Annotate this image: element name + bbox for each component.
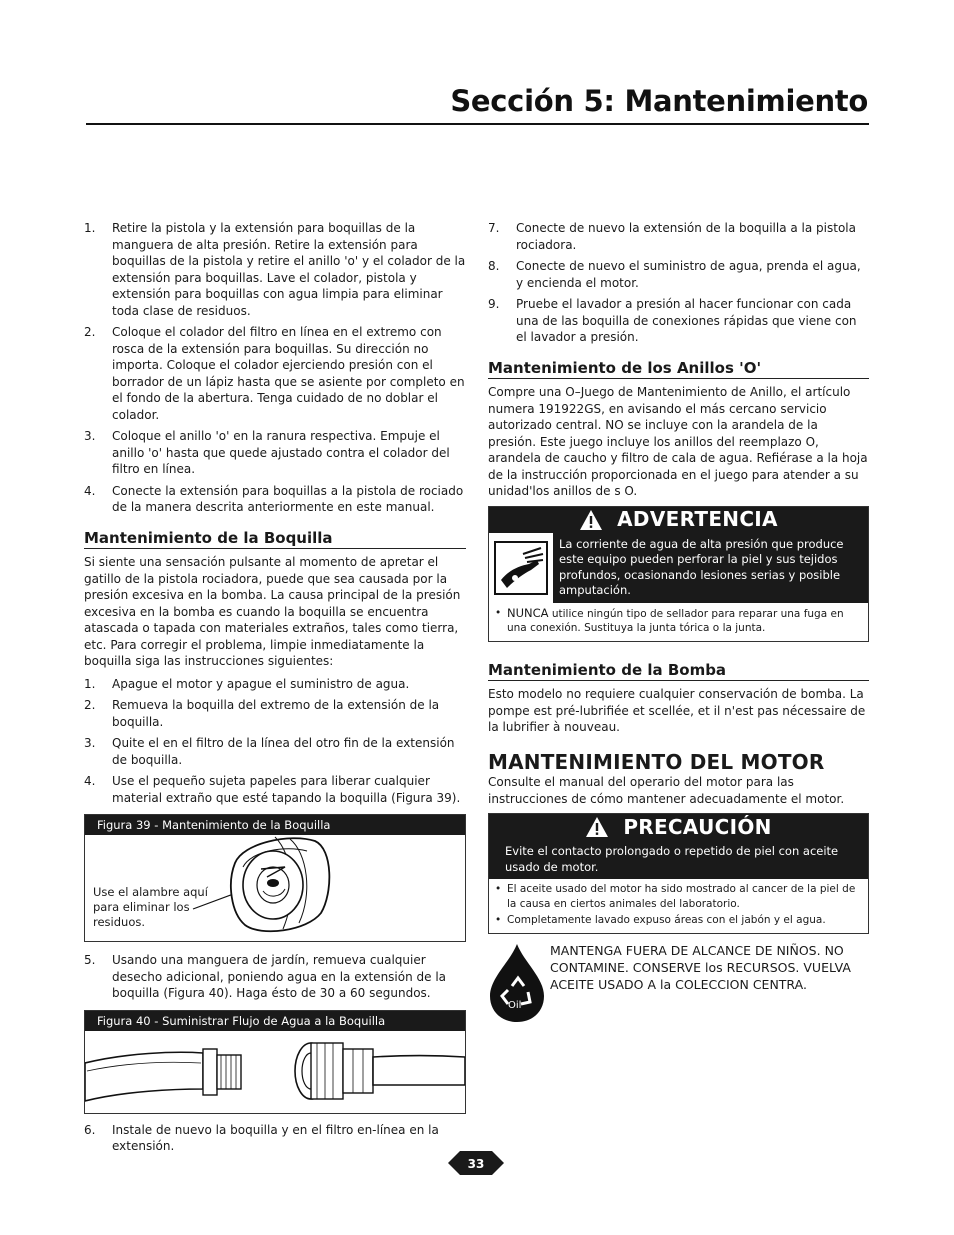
nozzle-heading: Mantenimiento de la Boquilla [84, 530, 466, 550]
oring-text: Compre una O–Juego de Mantenimiento de Anillo, el artículo numera 191922GS, en avisando el más cercano servicio autorizado central. NO se incluye con la arandela de la presión. Este juego incluye los anillos del reemplazo O, arandela de caucho y filtro de cala de agua. Refiérase a la hoja de la instrucción proporcionada en el juego para atender a su unidad'los anillos de s O. [488, 385, 868, 498]
step-text: Pruebe el lavador a presión al hacer funcionar con cada una de las boquilla de conexiones rápidas que viene con el lavador a presión. [516, 297, 857, 344]
step-text: Retire la pistola y la extensión para boquillas de la manguera de alta presión. Retire la extensión para boquillas de la pistola y retire el anillo 'o' y el colador de la extensión para boquillas. Lave el colador, pistola y extensión para boquillas con agua limpia para eliminar toda clase de residuos. [112, 221, 466, 318]
hazard-pictogram [493, 540, 549, 596]
step-text: Conecte de nuevo el suministro de agua, prenda el agua, y encienda el motor. [516, 259, 861, 290]
figure-callout: Use el alambre aquí para eliminar los residuos. [93, 885, 208, 929]
motor-text: Consulte el manual del operario del motor para las instrucciones de cómo mantener adecuadamente el motor. [488, 775, 845, 806]
warning-body [489, 533, 868, 603]
step-number: 6. [84, 1122, 96, 1137]
list-item [84, 428, 466, 478]
list-item [488, 220, 869, 253]
reconnect-steps [488, 220, 869, 346]
step-number: 8. [488, 259, 500, 273]
caution-bullets [489, 879, 868, 933]
oil-notice [488, 942, 869, 1029]
step-number: 3. [84, 736, 96, 750]
bullet-lead: NUNCA [507, 605, 549, 620]
list-item [488, 258, 869, 291]
step-text: Use el pequeño sujeta papeles para liberar cualquier material extraño que esté tapando la boquilla (Figura 39). [112, 774, 461, 805]
figure-40 [84, 1010, 466, 1114]
warning-title: ADVERTENCIA [617, 507, 778, 532]
step-text: Conecte la extensión para boquillas a la pistola de rociado de la manera descrita anteriormente en este manual. [112, 483, 464, 514]
caution-text: Evite el contacto prolongado o repetido de piel con aceite usado de motor. [489, 840, 868, 879]
list-item [488, 296, 869, 346]
page-number-shape [448, 1151, 504, 1175]
oil-label: Oil [508, 999, 522, 1011]
list-item [84, 483, 466, 516]
left-column [84, 220, 466, 1160]
warning-icon [585, 816, 609, 838]
step-text: Apague el motor y apague el suministro de agua. [112, 676, 410, 691]
step-text: Remueva la boquilla del extremo de la extensión de la boquilla. [112, 698, 440, 729]
pump-heading: Mantenimiento de la Bomba [488, 662, 869, 682]
step-number: 2. [84, 698, 96, 712]
step-text: Coloque el colador del filtro en línea en el extremo con rosca de la extensión para boquillas. Su dirección no importa. Coloque el colador ejerciendo presión con el borrador de un lápiz hasta que se asiente por completo en el fondo de la abertura. Tenga cuidado de no doblar el colador. [112, 325, 465, 422]
title-rule [86, 123, 869, 125]
caution-box [488, 813, 869, 934]
list-item [84, 697, 466, 730]
oil-drop-icon [488, 942, 546, 1024]
figure-caption: Figura 40 - Suministrar Flujo de Agua a la Boquilla [85, 1011, 465, 1031]
step-number: 9. [488, 297, 500, 311]
page-number-badge [448, 1151, 504, 1175]
right-column [488, 220, 869, 1028]
list-item [84, 773, 466, 806]
step-number: 4. [84, 483, 96, 498]
nozzle-steps [84, 676, 466, 807]
caution-title: PRECAUCIÓN [623, 814, 772, 839]
list-item [84, 952, 466, 1002]
step-number: 2. [84, 325, 96, 339]
list-item: • El aceite usado del motor ha sido mostrado al cancer de la piel de la causa en ciertos animales del laboratorio. [495, 882, 862, 911]
cleaning-steps [84, 220, 466, 516]
motor-heading: MANTENIMIENTO DEL MOTOR [488, 749, 825, 774]
step-number: 4. [84, 774, 96, 788]
step-text: Coloque el anillo 'o' en la ranura respectiva. Empuje el anillo 'o' hasta que quede ajustado contra el colador del filtro en línea. [112, 429, 450, 476]
warning-box [488, 506, 869, 642]
oring-heading: Mantenimiento de los Anillos 'O' [488, 360, 869, 380]
warning-icon [579, 509, 603, 531]
step-text: Instale de nuevo la boquilla y en el filtro en-línea en la extensión. [112, 1122, 439, 1153]
oil-notice-text: MANTENGA FUERA DE ALCANCE DE NIÑOS. NO CONTAMINE. CONSERVE los RECURSOS. VUELVA ACEITE USADO A la COLECCION CENTRA. [550, 942, 851, 992]
step-text: Conecte de nuevo la extensión de la boquilla a la pistola rociadora. [516, 221, 856, 252]
list-item [84, 1122, 466, 1155]
injection-hazard-icon [489, 533, 553, 603]
step-number: 3. [84, 429, 96, 443]
pump-text: Esto modelo no requiere cualquier conservación de bomba. La pompe est pré-lubrifiée et scellée, et il n'est pas nécessaire de la lubrifier à nouveau. [488, 687, 866, 734]
figure-39 [84, 814, 466, 942]
step-number: 1. [84, 676, 96, 691]
list-item [84, 220, 466, 319]
nozzle-illustration [85, 833, 467, 941]
list-item [84, 676, 466, 693]
list-item: • Completamente lavado expuso áreas con el jabón y el agua. [495, 913, 862, 928]
step-number: 5. [84, 953, 96, 967]
list-item [495, 606, 862, 636]
oil-recycle-icon [488, 942, 548, 1029]
warning-bullets [489, 603, 868, 641]
step-number: 1. [84, 221, 96, 235]
flush-step [84, 952, 466, 1002]
step-number: 7. [488, 221, 500, 235]
step-text: Quite el en el filtro de la línea del otro fin de la extensión de boquilla. [112, 736, 455, 767]
list-item [84, 735, 466, 768]
hose-illustration [85, 1029, 465, 1113]
bullet-text: utilice ningún tipo de sellador para reparar una fuga en una conexión. Sustituya la junta tórica o la junta. [507, 607, 844, 634]
warning-text: La corriente de agua de alta presión que produce este equipo pueden perforar la piel y sus tejidos profundos, ocasionando lesiones serias y posible amputación. [553, 533, 868, 603]
caution-header [489, 814, 868, 840]
page-title: Sección 5: Mantenimiento [450, 84, 868, 118]
warning-header [489, 507, 868, 533]
nozzle-intro: Si siente una sensación pulsante al momento de apretar el gatillo de la pistola rociadora, puede que sea causada por la presión excesiva en la bomba. La causa principal de la presión excesiva en la bomba es cuando la boquilla se encuentra atascada o tapada con materiales extraños, tales como tierra, etc. Para corregir el problema, limpie inmediatamente la boquilla siga las instrucciones siguientes: [84, 555, 461, 668]
page-number: 33 [467, 1157, 485, 1171]
step-text: Usando una manguera de jardín, remueva cualquier desecho adicional, poniendo agua en la extensión de la boquilla (Figura 40). Haga ésto de 30 a 60 segundos. [112, 953, 447, 1000]
list-item [84, 324, 466, 423]
reinstall-step [84, 1122, 466, 1155]
figure-caption: Figura 39 - Mantenimiento de la Boquilla [85, 815, 465, 835]
